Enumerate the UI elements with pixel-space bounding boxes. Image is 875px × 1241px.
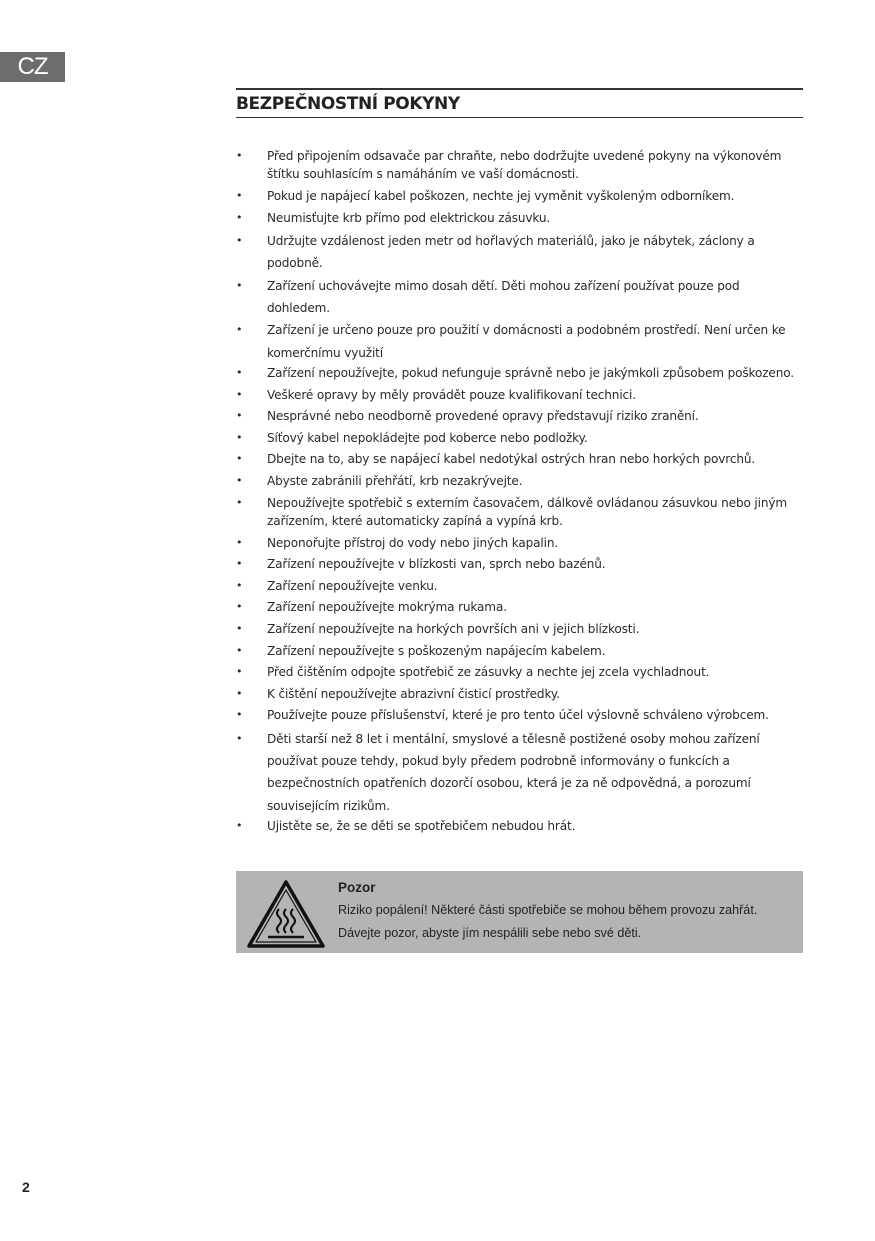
list-item	[236, 275, 796, 320]
list-item	[236, 494, 796, 531]
list-item	[236, 642, 796, 660]
list-item	[236, 319, 796, 364]
list-item	[236, 429, 796, 447]
list-item-text: Zařízení nepoužívejte s poškozeným napájecím kabelem.	[267, 643, 606, 658]
list-item-text: Síťový kabel nepokládejte pod koberce nebo podložky.	[267, 430, 588, 445]
bullet-icon: •	[236, 452, 243, 466]
page-title: BEZPEČNOSTNÍ POKYNY	[236, 94, 460, 114]
bullet-icon: •	[236, 149, 243, 162]
list-item	[236, 230, 796, 275]
bullet-icon: •	[236, 665, 243, 679]
title-rule-top	[236, 88, 803, 90]
list-item-text: Ujistěte se, že se děti se spotřebičem nebudou hrát.	[267, 819, 576, 834]
list-item-text: Neponořujte přístroj do vody nebo jiných kapalin.	[267, 535, 559, 550]
bullet-icon: •	[236, 430, 243, 444]
bullet-icon: •	[236, 387, 243, 401]
list-item-text: Zařízení nepoužívejte v blízkosti van, sprch nebo bazénů.	[267, 557, 606, 572]
list-item	[236, 620, 796, 638]
bullet-icon: •	[236, 535, 243, 549]
list-item-text: Používejte pouze příslušenství, které je pro tento účel výslovně schváleno výrobcem.	[267, 708, 769, 723]
bullet-icon: •	[236, 210, 243, 224]
list-item-text: Zařízení je určeno pouze pro použití v domácnosti a podobném prostředí. Není určen ke komerčnímu využití	[267, 323, 786, 360]
list-item-text: Zařízení nepoužívejte venku.	[267, 578, 438, 593]
list-item	[236, 364, 796, 382]
list-item	[236, 577, 796, 595]
safety-instructions-list	[236, 147, 796, 839]
bullet-icon: •	[236, 234, 243, 248]
list-item-text: Pokud je napájecí kabel poškozen, nechte jej vyměnit vyškoleným odborníkem.	[267, 189, 735, 203]
list-item-text: Zařízení uchovávejte mimo dosah dětí. Děti mohou zařízení používat pouze pod dohledem.	[267, 278, 740, 316]
list-item	[236, 386, 796, 404]
list-item-text: Před čištěním odpojte spotřebič ze zásuvky a nechte jej zcela vychladnout.	[267, 665, 710, 680]
warning-box	[236, 871, 803, 953]
list-item-text: K čištění nepoužívejte abrazivní čisticí prostředky.	[267, 686, 560, 701]
bullet-icon: •	[236, 621, 243, 635]
list-item	[236, 663, 796, 681]
bullet-icon: •	[236, 365, 243, 379]
list-item-text: Zařízení nepoužívejte na horkých površích ani v jejich blízkosti.	[267, 621, 640, 636]
list-item-text: Nepoužívejte spotřebič s externím časovačem, dálkově ovládanou zásuvkou nebo jiným zařízením, které automaticky zapíná a vypíná krb.	[267, 495, 787, 528]
title-rule-bottom	[236, 117, 803, 118]
list-item	[236, 728, 796, 817]
list-item	[236, 407, 796, 425]
bullet-icon: •	[236, 686, 243, 700]
bullet-icon: •	[236, 409, 243, 423]
list-item-text: Před připojením odsavače par chraňte, nebo dodržujte uvedené pokyny na výkonovém štítku souhlasícím s namáháním ve vaší domácnosti.	[267, 149, 782, 182]
list-item	[236, 555, 796, 573]
list-item-text: Abyste zabránili přehřátí, krb nezakrývejte.	[267, 473, 523, 488]
bullet-icon: •	[236, 189, 243, 202]
language-tab: CZ	[0, 52, 65, 82]
bullet-icon: •	[236, 600, 243, 614]
list-item	[236, 209, 796, 227]
list-item	[236, 534, 796, 552]
warning-text: Riziko popálení! Některé části spotřebiče se mohou během provozu zahřát. Dávejte pozor, abyste jím nespálili sebe nebo své děti.	[338, 903, 758, 940]
list-item-text: Zařízení nepoužívejte mokrýma rukama.	[267, 600, 507, 615]
list-item	[236, 450, 796, 468]
bullet-icon: •	[236, 708, 243, 722]
bullet-icon: •	[236, 643, 243, 657]
list-item-text: Děti starší než 8 let i mentální, smyslové a tělesně postižené osoby mohou zařízení používat pouze tehdy, pokud byly předem podrobně informovány o funkcích a bezpečnostních opatřeních dozorčí osobou, která je za ně odpovědná, a porozumí souvisejícím rizikům.	[267, 731, 760, 813]
bullet-icon: •	[236, 495, 243, 509]
bullet-icon: •	[236, 473, 243, 487]
bullet-icon: •	[236, 323, 243, 337]
bullet-icon: •	[236, 557, 243, 571]
list-item	[236, 706, 796, 724]
bullet-icon: •	[236, 819, 243, 833]
list-item	[236, 685, 796, 703]
list-item-text: Udržujte vzdálenost jeden metr od hořlavých materiálů, jako je nábytek, záclony a podobně.	[267, 234, 755, 271]
list-item-text: Nesprávné nebo neodborně provedené opravy představují riziko zranění.	[267, 409, 699, 424]
bullet-icon: •	[236, 278, 243, 292]
bullet-icon: •	[236, 578, 243, 592]
list-item	[236, 147, 796, 184]
list-item	[236, 598, 796, 616]
list-item	[236, 472, 796, 490]
warning-title: Pozor	[338, 880, 376, 895]
page-number: 2	[22, 1179, 30, 1195]
list-item-text: Zařízení nepoužívejte, pokud nefunguje správně nebo je jakýmkoli způsobem poškozeno.	[267, 365, 794, 380]
list-item-text: Veškeré opravy by měly provádět pouze kvalifikovaní technici.	[267, 387, 636, 402]
bullet-icon: •	[236, 731, 243, 745]
list-item-text: Dbejte na to, aby se napájecí kabel nedotýkal ostrých hran nebo horkých povrchů.	[267, 452, 756, 467]
list-item	[236, 817, 796, 835]
hot-surface-warning-icon	[246, 879, 326, 949]
list-item-text: Neumisťujte krb přímo pod elektrickou zásuvku.	[267, 210, 551, 225]
list-item	[236, 187, 796, 205]
